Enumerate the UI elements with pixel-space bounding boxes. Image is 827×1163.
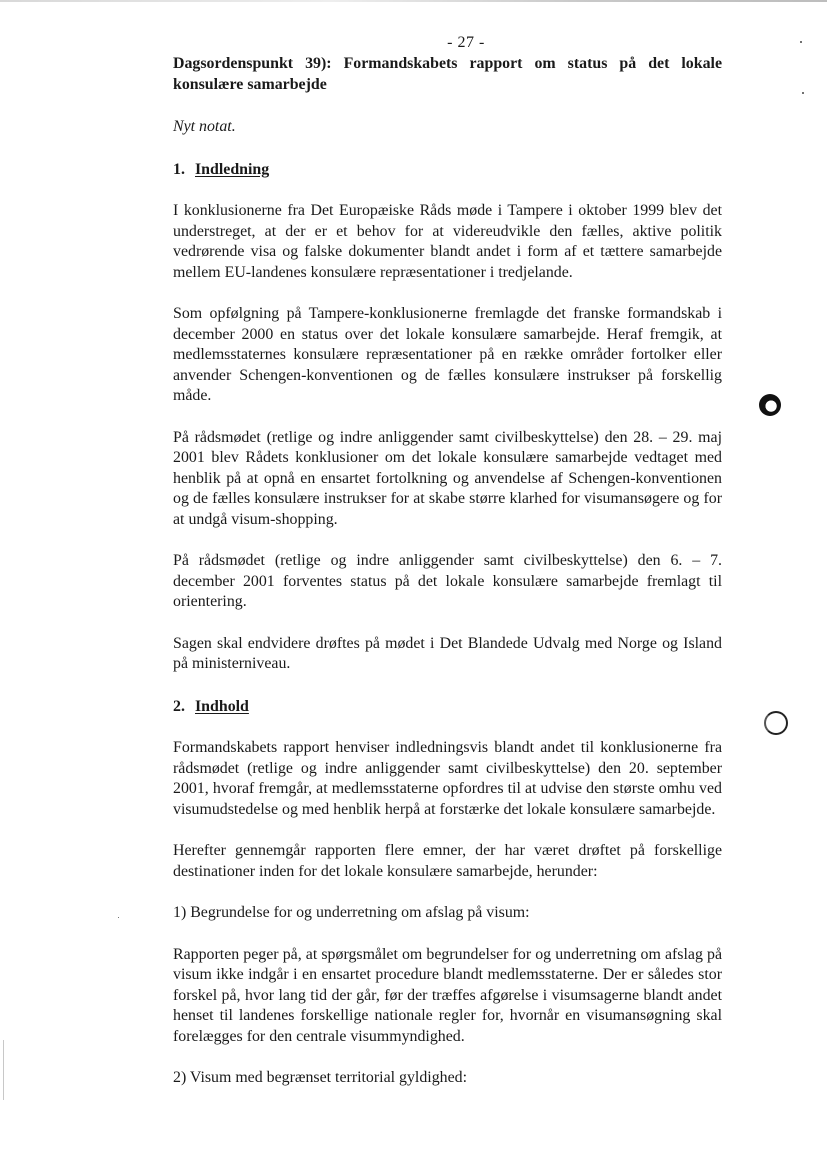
section-number: 2. — [173, 697, 185, 715]
document-body — [173, 54, 722, 1089]
section-title: Indhold — [195, 697, 249, 715]
section-title: Indledning — [195, 160, 270, 178]
punch-hole-mark — [759, 394, 781, 416]
scan-speck — [802, 92, 804, 94]
scan-left-edge — [3, 1040, 4, 1100]
paragraph: På rådsmødet (retlige og indre anliggender samt civilbeskyttelse) den 6. – 7. december 2001 forventes status på det lokale konsulære samarbejde fremlagt til orientering. — [173, 552, 722, 610]
note-label: Nyt notat. — [173, 118, 236, 135]
scan-speck — [118, 917, 119, 918]
page-number: - 27 - — [447, 34, 485, 51]
paragraph: I konklusionerne fra Det Europæiske Råds møde i Tampere i oktober 1999 blev det understreget, at der er et behov for at videreudvikle den fælles, aktive politik vedrørende visa og falske dokumenter blandt andet i form af et tættere samarbejde mellem EU-landenes konsulære repræsentationer i tredjelande. — [173, 202, 722, 281]
paragraph: På rådsmødet (retlige og indre anliggender samt civilbeskyttelse) den 28. – 29. maj 2001 blev Rådets konklusioner om det lokale konsulære samarbejde vedtaget med henblik på at opnå en ensartet fortolkning og anvendelse af Schengen-konventionen og de fælles konsulære instrukser for at skabe større klarhed for visumansøgere og for at undgå visum-shopping. — [173, 428, 722, 528]
subsection-title: 2) Visum med begrænset territorial gyldighed: — [173, 1069, 467, 1086]
paragraph: Rapporten peger på, at spørgsmålet om begrundelser for og underretning om afslag på visum ikke indgår i en ensartet procedure blandt medlemsstaterne. Der er således stor forskel på, hvor lang tid der går, før der træffes afgørelse i visumsagerne blandt andet henset til landenes forskellige nationale regler for, hvornår en visumansøgning skal forelægges for den centrale visummyndighed. — [173, 945, 722, 1045]
paragraph: Formandskabets rapport henviser indledningsvis blandt andet til konklusionerne fra rådsmødet (retlige og indre anliggender samt civilbeskyttelse) den 20. september 2001, hvoraf fremgår, at medlemsstaterne opfordres til at udvise den største omhu ved visumudstedelse og med henblik herpå at forstærke det lokale konsulære samarbejde. — [173, 739, 722, 818]
scan-top-edge — [0, 0, 827, 2]
section-heading-indledning — [173, 160, 722, 181]
paragraph: Som opfølgning på Tampere-konklusionerne fremlagde det franske formandskab i december 2000 en status over det lokale konsulære samarbejde. Heraf fremgik, at medlemsstaternes konsulære repræsentationer på en række områder fortolker eller anvender Schengen-konventionen og de fælles konsulære instrukser på forskellig måde. — [173, 305, 722, 404]
section-number: 1. — [173, 160, 185, 178]
paragraph: Herefter gennemgår rapporten flere emner, der har været drøftet på forskellige destinationer inden for det lokale konsulære samarbejde, herunder: — [173, 842, 722, 880]
agenda-heading: Dagsordenspunkt 39): Formandskabets rapport om status på det lokale konsulære samarbejde — [173, 55, 722, 93]
paragraph: Sagen skal endvidere drøftes på mødet i Det Blandede Udvalg med Norge og Island på ministerniveau. — [173, 634, 722, 672]
punch-hole-mark — [764, 711, 788, 735]
subsection-title: 1) Begrundelse for og underretning om afslag på visum: — [173, 904, 530, 921]
section-heading-indhold — [173, 697, 722, 718]
